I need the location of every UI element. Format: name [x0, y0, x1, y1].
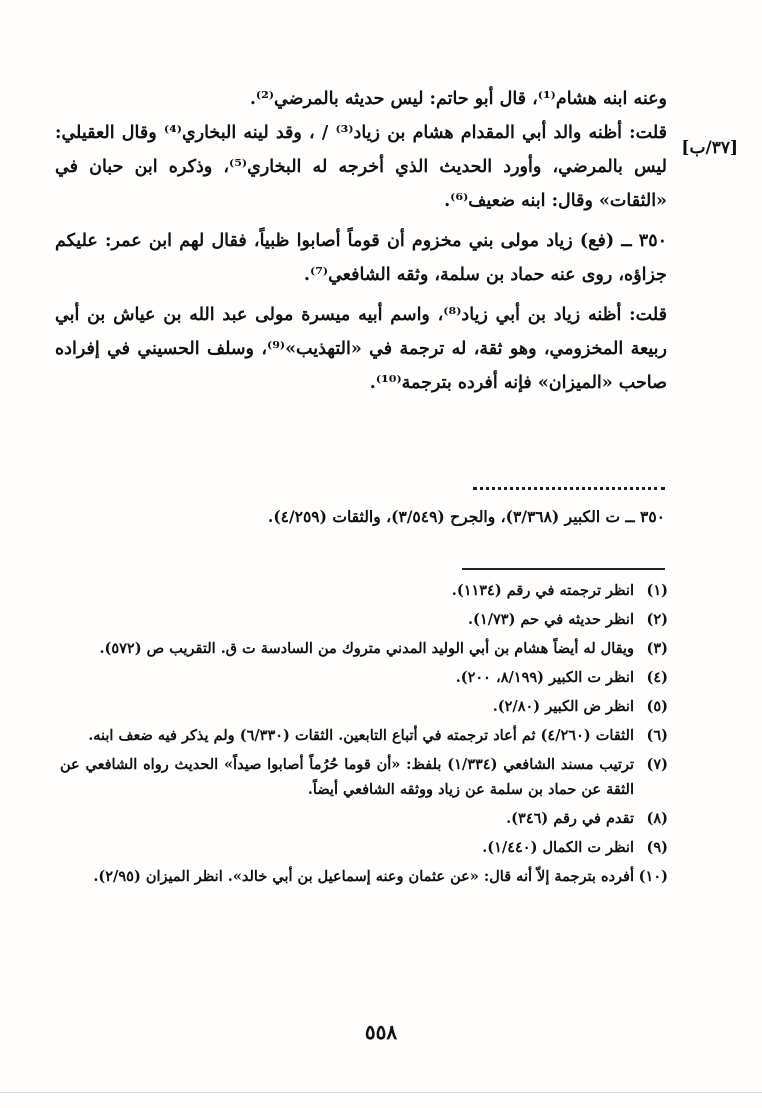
footnote-item — [60, 864, 668, 889]
footnote-text: ويقال له أيضاً هشام بن أبي الوليد المدني متروك من السادسة ت ق. التقريب ص (٥٧٢). — [99, 640, 634, 657]
footnote-text: انظر ت الكبير (٨/١٩٩، ٢٠٠). — [455, 669, 634, 686]
footnote-text: انظر ض الكبير (٢/٨٠). — [492, 698, 634, 715]
footnote-number: (١) — [646, 582, 668, 599]
footnote-item — [60, 806, 668, 831]
entry-350: ٣٥٠ ــ (فع) زياد مولى بني مخزوم أن قوماً أصابوا ظبياً، فقال لهم ابن عمر: عليكم جزاؤه، روى عنه حماد بن سلمة، وثقه الشافعي⁽⁷⁾. — [55, 231, 667, 285]
paragraph-2: قلت: أظنه والد أبي المقدام هشام بن زياد⁽³⁾ / ، وقد لينه البخاري⁽⁴⁾ وقال العقيلي: ليس بالمرضي، وأورد الحديث الذي أخرجه له البخاري⁽⁵⁾، وذكره ابن حبان في «الثقات» وقال: ابنه ضعيف⁽⁶⁾. — [55, 123, 667, 211]
footnote-item — [60, 636, 668, 661]
footnote-number: (٦) — [646, 727, 668, 744]
footnote-text: تقدم في رقم (٣٤٦). — [506, 810, 634, 827]
footnote-text: الثقات (٤/٢٦٠) ثم أعاد ترجمته في أتباع التابعين. الثقات (٦/٣٣٠) ولم يذكر فيه ضعف ابنه. — [88, 727, 634, 744]
footnote-number: (٢) — [646, 611, 668, 628]
footnote-item — [60, 723, 668, 748]
footnote-number: (١٠) — [638, 868, 668, 885]
footnotes — [60, 578, 668, 893]
footnote-item — [60, 835, 668, 860]
page-number: ٥٥٨ — [364, 1020, 398, 1044]
page-edge-line — [0, 1092, 762, 1093]
footnote-text: أفرده بترجمة إلاّ أنه قال: «عن عثمان وعنه إسماعيل بن أبي خالد». انظر الميزان (٢/٩٥). — [93, 868, 634, 885]
footnote-item — [60, 607, 668, 632]
footnote-item — [60, 665, 668, 690]
footnote-text: انظر ترجمته في رقم (١١٣٤). — [451, 582, 634, 599]
paragraph-1: وعنه ابنه هشام⁽¹⁾، قال أبو حاتم: ليس حديثه بالمرضي⁽²⁾. — [249, 89, 667, 109]
footnote-item — [60, 694, 668, 719]
dotted-separator — [473, 487, 665, 494]
footnote-text: انظر ت الكمال (١/٤٤٠). — [482, 839, 634, 856]
footnote-number: (٣) — [646, 640, 668, 657]
footnote-item — [60, 752, 668, 802]
footnote-number: (٧) — [646, 756, 668, 773]
paragraph-4: قلت: أظنه زياد بن أبي زياد⁽⁸⁾، واسم أبيه ميسرة مولى عبد الله بن عياش بن أبي ربيعة المخزومي، وهو ثقة، له ترجمة في «التهذيب»⁽⁹⁾، وسلف الحسيني في إفراده صاحب «الميزان» فإنه أفرده بترجمة⁽¹⁰⁾. — [55, 305, 668, 393]
footnote-text: ترتيب مسند الشافعي (١/٣٣٤) بلفظ: «أن قوما حُرُماً أصابوا صيداً» الحديث رواه الشافعي عن الثقة عن حماد بن سلمة عن زياد ووثقه الشافعي أيضاً. — [60, 756, 634, 798]
footnote-text: انظر حديثه في حم (١/٧٣). — [468, 611, 634, 628]
footnote-number: (٩) — [646, 839, 668, 856]
folio-margin-note: [٣٧/ب] — [681, 138, 738, 158]
footnote-number: (٥) — [646, 698, 668, 715]
footnote-rule — [462, 568, 665, 570]
main-text — [55, 82, 667, 400]
footnote-item — [60, 578, 668, 603]
footnote-number: (٨) — [646, 810, 668, 827]
footnote-number: (٤) — [646, 669, 668, 686]
source-references: ٣٥٠ ــ ت الكبير (٣/٣٦٨)، والجرح (٣/٥٤٩)، والثقات (٤/٢٥٩). — [267, 507, 665, 526]
